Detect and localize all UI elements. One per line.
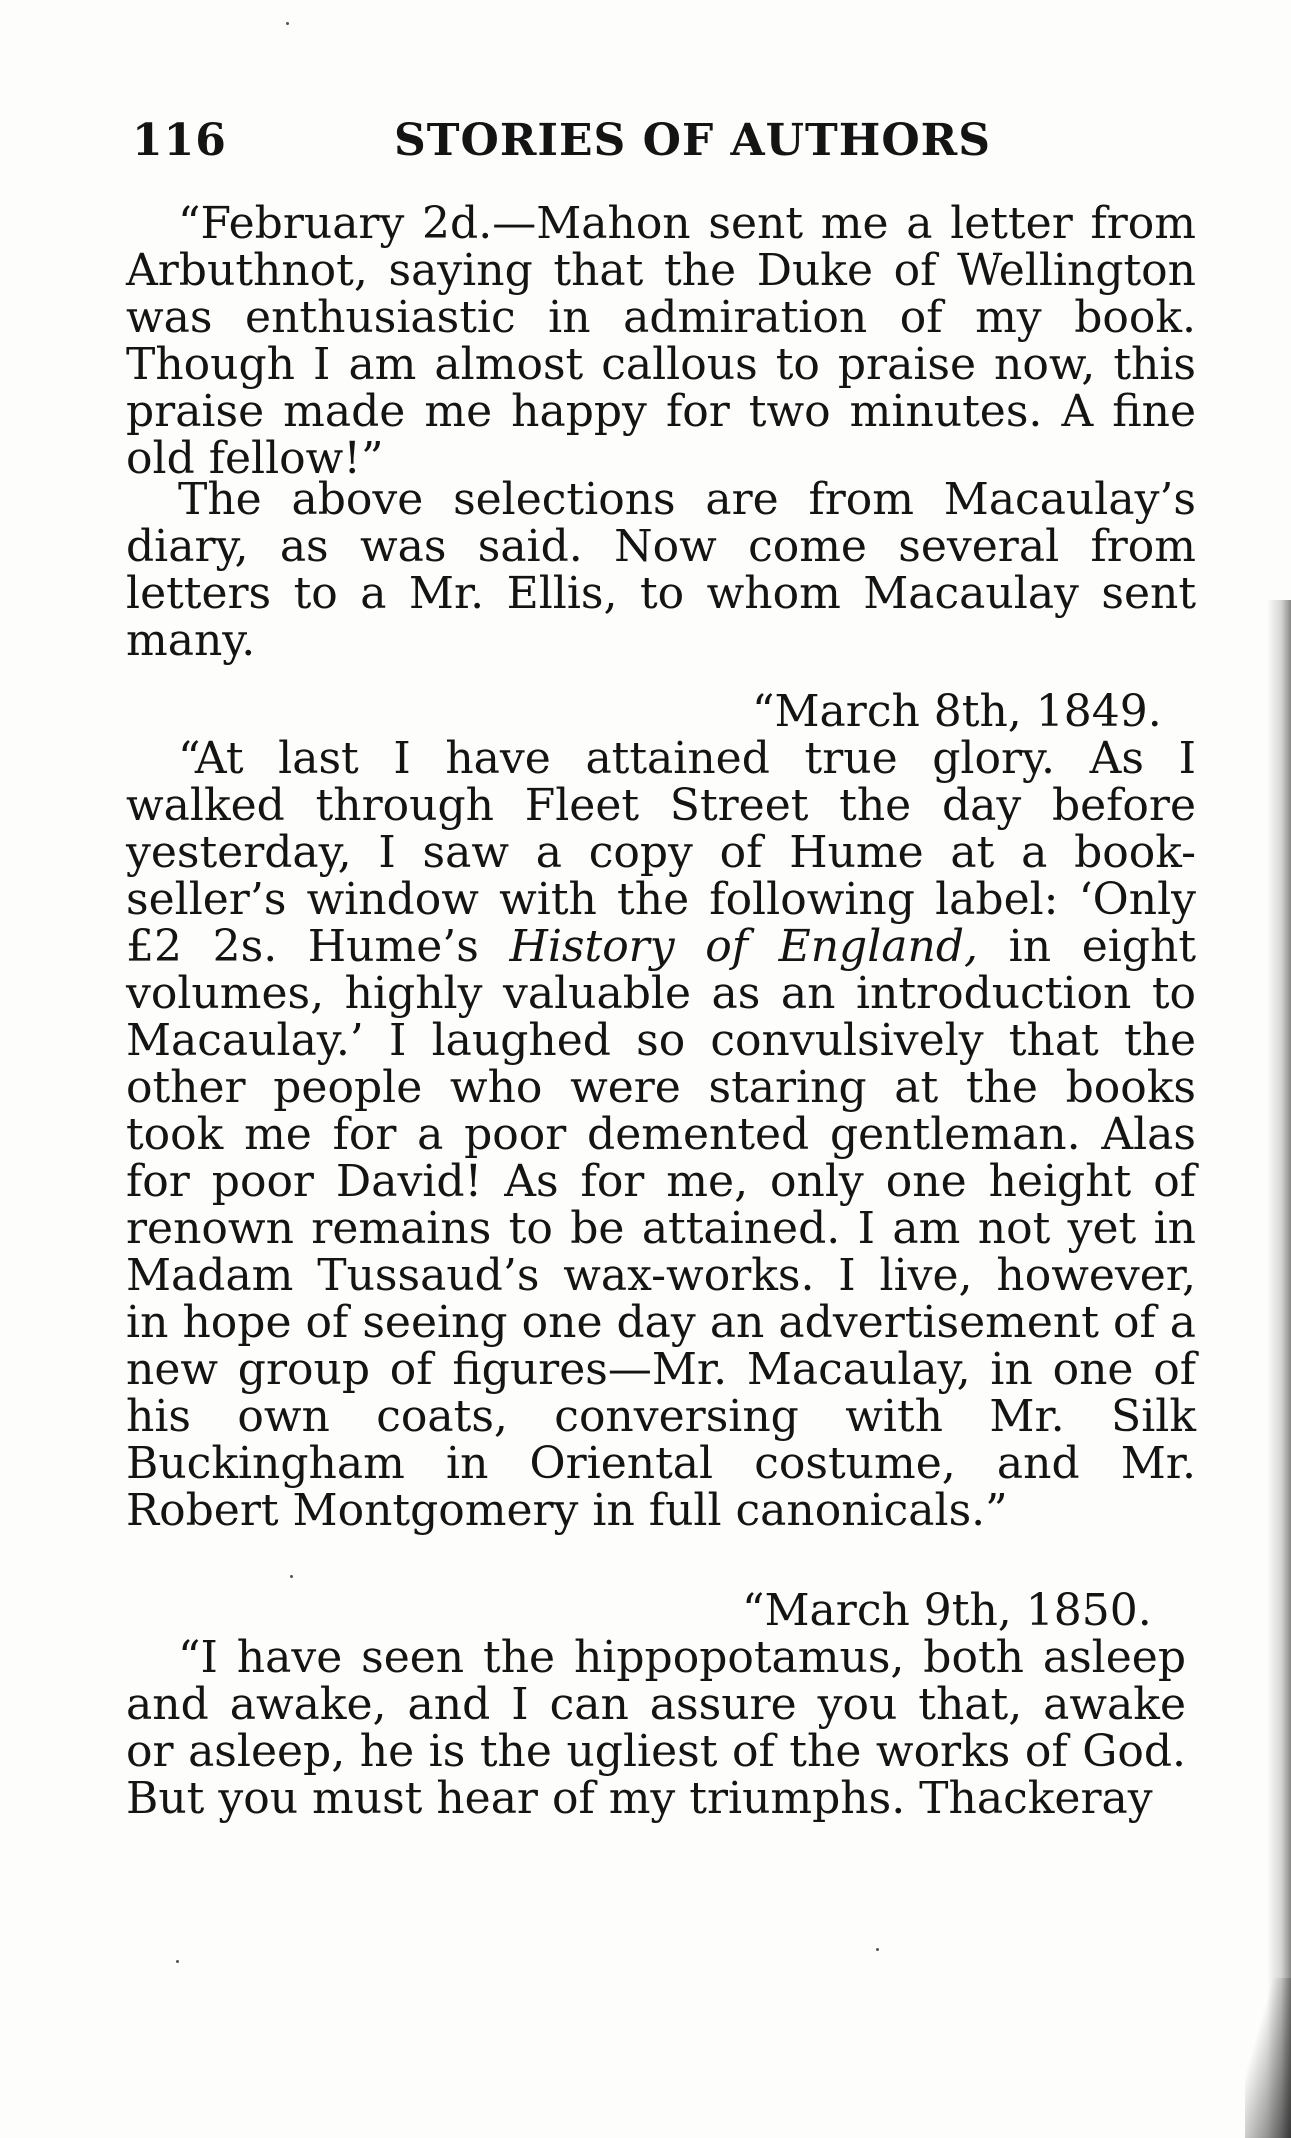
- scan-speck: [290, 1575, 293, 1578]
- scan-corner-shadow: [1245, 1978, 1291, 2138]
- scan-speck: [876, 1948, 879, 1951]
- scan-speck: [176, 1960, 179, 1963]
- letter-1850: [126, 1634, 1186, 1822]
- book-title-italic: History of England,: [509, 921, 979, 972]
- paragraph-february-entry: “February 2d.—Mahon sent me a letter from Arbuthnot, saying that the Duke of Wellington was enthusiastic in admiration of my book. Though I am almost callous to praise now, this praise made me happy for two minutes. A fine old fellow!”: [126, 198, 1196, 484]
- narration-block: [126, 476, 1196, 664]
- scan-page-edge-shadow: [1267, 600, 1291, 2138]
- page-header: [132, 115, 1192, 175]
- running-title: STORIES OF AUTHORS: [394, 115, 992, 166]
- paragraph-letter-1849: [126, 735, 1196, 1534]
- diary-entry-february: [126, 200, 1196, 482]
- letter-1849-text-start: “At last I have attained true glory. As I walked through Fleet Street the day before yesterday, I saw a copy of Hume at a book-seller’s window with the following label: ‘Only £2 2s. Hume’s: [126, 733, 1196, 972]
- dateline-march-1850: “March 9th, 1850.: [742, 1585, 1152, 1636]
- dateline-march-1849: “March 8th, 1849.: [752, 686, 1162, 737]
- page-number: 116: [132, 115, 227, 166]
- scan-speck: [286, 22, 289, 25]
- letter-1849: [126, 735, 1196, 1534]
- paragraph-narration: The above selections are from Macaulay’s diary, as was said. Now come several from letters to a Mr. Ellis, to whom Macaulay sent many.: [126, 474, 1196, 666]
- letter-1849-text-end: in eight volumes, highly valuable as an introduction to Macaulay.’ I laughed so convulsively that the other people who were staring at the books took me for a poor demented gentleman. Alas for poor David! As for me, only one height of renown remains to be attained. I am not yet in Madam Tussaud’s wax-works. I live, however, in hope of seeing one day an advertisement of a new group of figures—Mr. Macaulay, in one of his own coats, conversing with Mr. Silk Buckingham in Oriental costume, and Mr. Robert Montgomery in full canonicals.”: [126, 921, 1196, 1536]
- paragraph-letter-1850: “I have seen the hippopotamus, both asleep and awake, and I can assure you that, awake or asleep, he is the ugliest of the works of God. But you must hear of my triumphs. Thackeray: [126, 1632, 1186, 1824]
